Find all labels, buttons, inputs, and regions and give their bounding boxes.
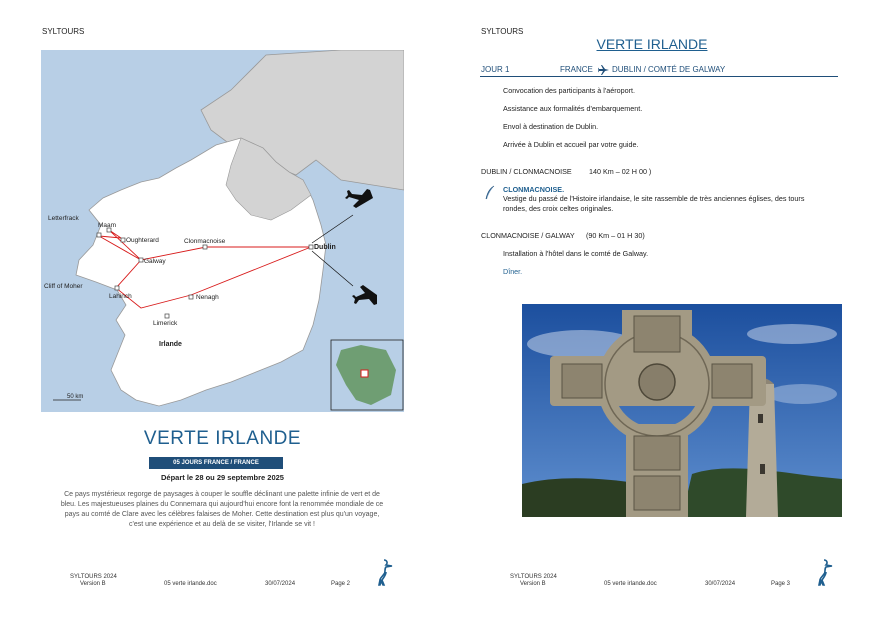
dinner-line: Dîner. bbox=[503, 267, 523, 276]
leg1-info: 140 Km – 02 H 00 ) bbox=[589, 167, 652, 176]
scale-label: 50 km bbox=[67, 394, 84, 400]
label-dublin: Dublin bbox=[314, 244, 336, 251]
day-route-from: FRANCE bbox=[560, 65, 593, 74]
footer-company: SYLTOURS 2024 bbox=[70, 574, 117, 580]
departure-dates: Départ le 28 ou 29 septembre 2025 bbox=[161, 473, 284, 482]
heron-logo-icon-right bbox=[812, 558, 834, 586]
label-oughterard: Oughterard bbox=[126, 237, 159, 244]
day-row bbox=[480, 64, 838, 77]
footer3-page: Page 3 bbox=[771, 581, 791, 587]
item-convocation: Convocation des participants à l'aéroport. bbox=[503, 86, 636, 95]
footer3-version: Version B bbox=[520, 581, 546, 587]
label-lahinch: Lahinch bbox=[109, 293, 132, 300]
footer-version: Version B bbox=[80, 581, 106, 587]
label-clonmacnoise: Clonmacnoise bbox=[184, 238, 226, 245]
hotel-line: Installation à l'hôtel dans le comté de Galway. bbox=[503, 249, 649, 258]
label-cliff-of-moher: Cliff of Moher bbox=[44, 283, 83, 290]
feather-icon bbox=[484, 185, 496, 201]
day-label: JOUR 1 bbox=[481, 65, 510, 74]
leg1-label: DUBLIN / CLONMACNOISE bbox=[481, 167, 572, 176]
heron-logo-icon bbox=[372, 558, 394, 586]
footer-page: Page 2 bbox=[331, 581, 351, 587]
label-maam: Maam bbox=[98, 222, 117, 229]
leg2-label: CLONMACNOISE / GALWAY bbox=[481, 231, 575, 240]
plane-icon bbox=[598, 65, 610, 75]
cover-title: VERTE IRLANDE bbox=[143, 428, 302, 449]
label-limerick: Limerick bbox=[153, 320, 178, 327]
inset-locator-map bbox=[331, 340, 403, 410]
label-irlande: Irlande bbox=[159, 341, 182, 348]
item-envol: Envol à destination de Dublin. bbox=[503, 122, 599, 131]
footer-file: 05 verte irlande.doc bbox=[164, 581, 217, 587]
label-galway: Galway bbox=[144, 258, 166, 265]
footer-date: 30/07/2024 bbox=[265, 581, 296, 587]
footer3-file: 05 verte irlande.doc bbox=[604, 581, 657, 587]
item-assistance: Assistance aux formalités d'embarquement. bbox=[503, 104, 643, 113]
description: Ce pays mystérieux regorge de paysages à couper le souffle déclinant une palette infinie de vert et de bleu. Les majestueuses plaines du Connemara qui aujourd'hui encore font la renommée mondiale de ce pays au comté de Clare avec les célèbres falaises de Moher. Cette destination est plus qu'un voyage, c'est une expérience et au delà de se visiter, l'Irlande se vit ! bbox=[60, 491, 384, 528]
page3-title: VERTE IRLANDE bbox=[596, 36, 708, 52]
clon-text: Vestige du passé de l'Histoire irlandaise, le site rassemble de très anciennes églises, des tours rondes, des croix celtes originales. bbox=[503, 194, 805, 213]
brand-header-right: SYLTOURS bbox=[481, 27, 524, 36]
leg2-info: (90 Km – 01 H 30) bbox=[586, 231, 645, 240]
brand-header-left: SYLTOURS bbox=[42, 27, 85, 36]
item-arrivee: Arrivée à Dublin et accueil par votre guide. bbox=[503, 140, 639, 149]
clon-title: CLONMACNOISE. bbox=[503, 185, 565, 194]
footer3-date: 30/07/2024 bbox=[705, 581, 736, 587]
ireland-route-map bbox=[41, 50, 404, 412]
footer3-company: SYLTOURS 2024 bbox=[510, 574, 557, 580]
subtitle-bar: 05 JOURS FRANCE / FRANCE bbox=[149, 457, 283, 469]
day-route-to: DUBLIN / COMTÉ DE GALWAY bbox=[612, 65, 726, 74]
label-nenagh: Nenagh bbox=[196, 294, 219, 301]
celtic-cross-photo bbox=[522, 304, 842, 517]
label-letterfrack: Letterfrack bbox=[48, 215, 79, 222]
